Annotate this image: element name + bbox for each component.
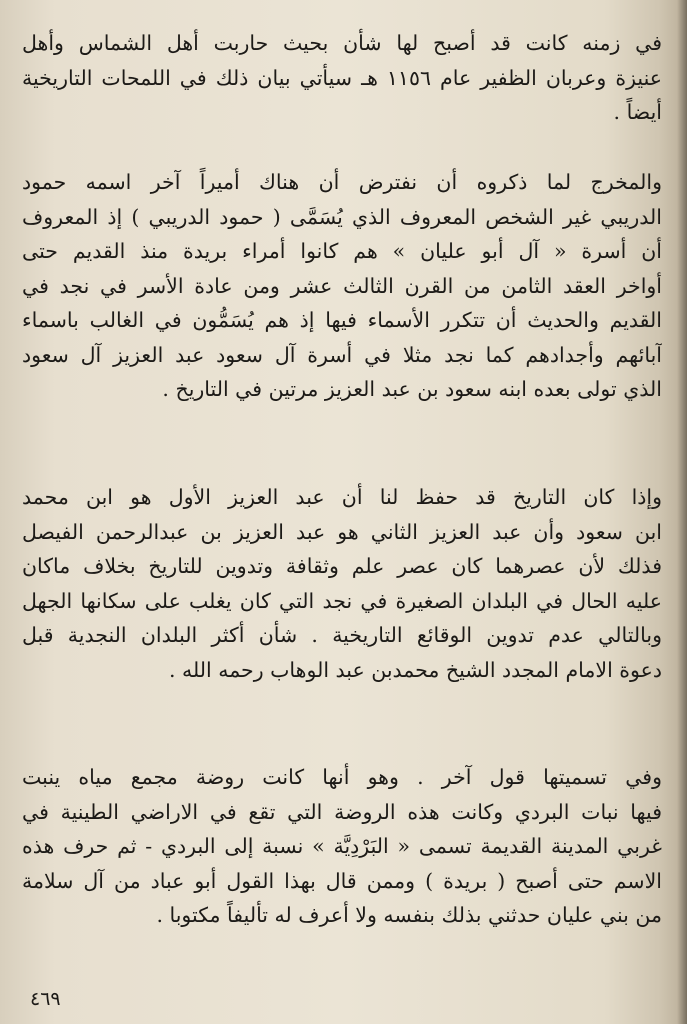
text-line: الذي تولى بعده ابنه سعود بن عبد العزيز مرتين في التاريخ . (162, 377, 662, 401)
text-line: أيضاً . (613, 100, 662, 124)
text-line: دعوة الامام المجدد الشيخ محمدبن عبد الوهاب رحمه الله . (168, 657, 662, 682)
text-line: غربي المدينة القديمة تسمى « البَرْدِيَّة » نسبة إلى البردي - ثم حرف هذه (22, 834, 662, 858)
text-line: ابن سعود وأن عبد العزيز الثاني هو عبد العزيز بن عبدالرحمن الفيصل (22, 519, 662, 544)
text-line: عنيزة وعربان الظفير عام ١١٥٦ هـ سيأتي بيان ذلك في اللمحات التاريخية (22, 65, 662, 90)
text-line: عليه الحال في البلدان الصغيرة في نجد التي كان يغلب على سكانها الجهل (22, 588, 662, 613)
text-line: أن أسرة « آل أبو عليان » هم كانوا أمراء بريدة منذ القديم حتى (22, 239, 662, 263)
text-line: فيها نبات البردي وكانت هذه الروضة التي تقع في الاراضي الطينية في (22, 799, 662, 824)
paragraph-3 (22, 480, 662, 687)
text-line: والمخرج لما ذكروه أن نفترض أن هناك أميراً آخر اسمه حمود (22, 170, 662, 194)
text-line: آبائهم وأجدادهم كما نجد مثلا في أسرة آل سعود عبد العزيز آل سعود (22, 342, 662, 367)
text-line: في زمنه كانت قد أصبح لها شأن بحيث حاربت أهل الشماس وأهل (22, 31, 662, 55)
page-number: ٤٦٩ (30, 988, 61, 1010)
text-line: وبالتالي عدم تدوين الوقائع التاريخية . شأن أكثر البلدان النجدية قبل (22, 623, 662, 647)
paragraph-4 (22, 760, 662, 933)
paragraph-2 (22, 165, 662, 407)
text-line: من بني عليان حدثني بذلك بنفسه ولا أعرف له تأليفاً مكتوبا . (156, 903, 662, 927)
page-edge-shadow (677, 0, 687, 1024)
text-line: وفي تسميتها قول آخر . وهو أنها كانت روضة مجمع مياه ينبت (22, 765, 662, 789)
text-line: القديم والحديث أن تتكرر الأسماء فيها إذ هم يُسَمُّون في الغالب باسماء (22, 308, 662, 332)
text-line: وإذا كان التاريخ قد حفظ لنا أن عبد العزيز الأول هو ابن محمد (22, 485, 662, 509)
paragraph-1 (22, 26, 662, 130)
text-line: فذلك لأن عصرهما كان عصر علم وثقافة وتدوين للتاريخ بخلاف ماكان (22, 554, 662, 578)
text-line: أواخر العقد الثامن من القرن الثالث عشر ومن عادة الأسر في نجد في (22, 273, 662, 298)
text-line: الدريبي غير الشخص المعروف الذي يُسَمَّى ( حمود الدريبي ) إذ المعروف (22, 204, 662, 229)
text-line: الاسم حتى أصبح ( بريدة ) وممن قال بهذا القول أبو عباد من آل سلامة (22, 868, 662, 893)
